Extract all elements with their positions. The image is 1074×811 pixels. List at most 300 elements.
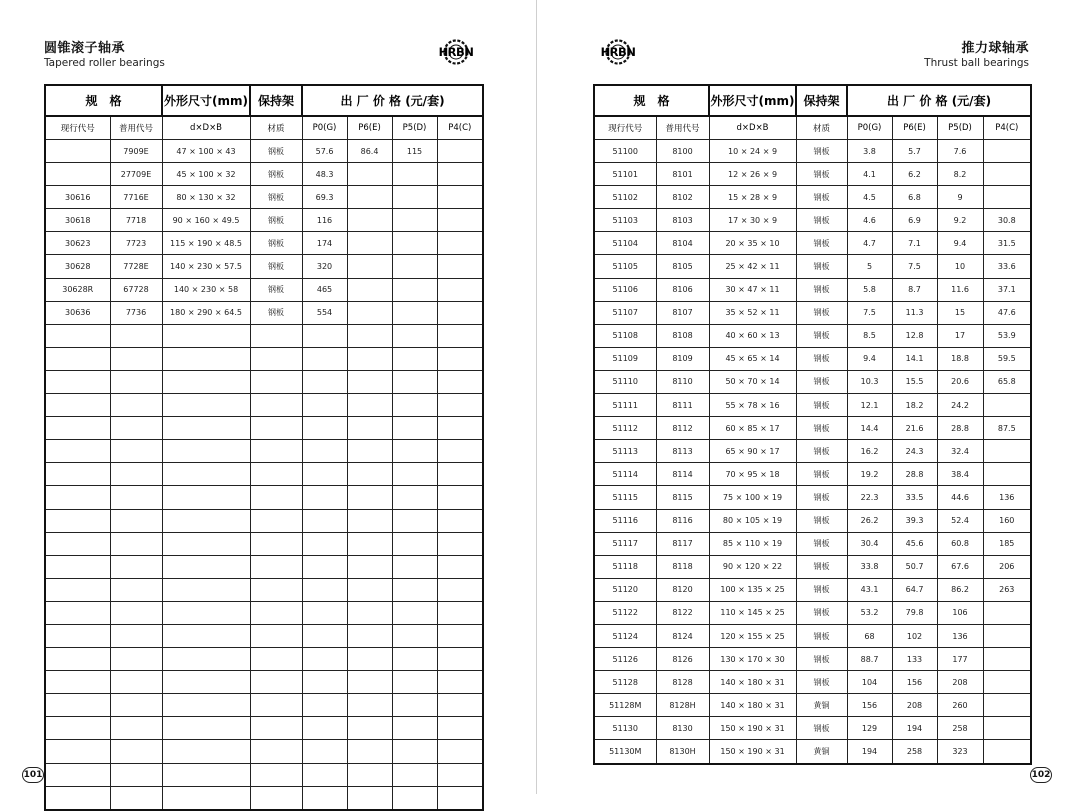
page-title-cn: 推力球轴承: [961, 41, 1029, 56]
table-cell: 25 × 42 × 11: [709, 255, 796, 278]
table-cell: [45, 440, 110, 463]
table-cell: [250, 347, 302, 370]
table-cell: [302, 624, 347, 647]
table-cell: [45, 509, 110, 532]
table-row: [45, 624, 483, 647]
table-cell: 18.2: [892, 394, 937, 417]
table-cell: [110, 463, 162, 486]
table-cell: 51111: [594, 394, 656, 417]
table-cell: 28.8: [892, 463, 937, 486]
table-cell: 33.8: [847, 555, 892, 578]
table-cell: 133: [892, 648, 937, 671]
table-cell: 150 × 190 × 31: [709, 740, 796, 764]
table-cell: [250, 624, 302, 647]
header-dims: 外形尺寸(mm): [709, 85, 796, 116]
header-dims: 外形尺寸(mm): [162, 85, 250, 116]
table-cell: 43.1: [847, 578, 892, 601]
table-cell: [347, 717, 392, 740]
table-cell: 钢板: [796, 370, 847, 393]
table-cell: 8115: [656, 486, 709, 509]
table-cell: 263: [983, 578, 1031, 601]
table-cell: [392, 463, 437, 486]
table-cell: 69.3: [302, 186, 347, 209]
table-row: [45, 763, 483, 786]
table-cell: [250, 394, 302, 417]
table-row: [594, 186, 1031, 209]
table-cell: [392, 232, 437, 255]
table-row: [594, 301, 1031, 324]
table-cell: 14.4: [847, 417, 892, 440]
table-cell: 钢板: [796, 232, 847, 255]
table-cell: [162, 648, 250, 671]
table-row: [594, 578, 1031, 601]
table-cell: [347, 578, 392, 601]
table-cell: 51109: [594, 347, 656, 370]
table-cell: 67728: [110, 278, 162, 301]
table-cell: 28.8: [937, 417, 983, 440]
table-cell: 86.4: [347, 140, 392, 163]
table-cell: 90 × 120 × 22: [709, 555, 796, 578]
table-cell: [437, 763, 483, 786]
table-cell: [162, 694, 250, 717]
table-cell: [162, 763, 250, 786]
table-row: [45, 163, 483, 186]
table-cell: 37.1: [983, 278, 1031, 301]
table-cell: 51130: [594, 717, 656, 740]
table-cell: [45, 763, 110, 786]
table-cell: [392, 532, 437, 555]
table-row: [594, 717, 1031, 740]
table-row: [594, 509, 1031, 532]
table-cell: 85 × 110 × 19: [709, 532, 796, 555]
table-cell: [392, 601, 437, 624]
table-cell: [983, 624, 1031, 647]
table-cell: [437, 324, 483, 347]
table-row: [45, 740, 483, 763]
table-cell: 30.8: [983, 209, 1031, 232]
table-cell: 80 × 130 × 32: [162, 186, 250, 209]
table-cell: 9.2: [937, 209, 983, 232]
table-cell: 10.3: [847, 370, 892, 393]
page-title-en: Thrust ball bearings: [924, 57, 1029, 69]
table-row: [45, 140, 483, 163]
table-cell: 52.4: [937, 509, 983, 532]
table-cell: 8112: [656, 417, 709, 440]
table-row: [594, 347, 1031, 370]
table-cell: [392, 555, 437, 578]
table-cell: [392, 440, 437, 463]
table-cell: 钢板: [796, 417, 847, 440]
table-cell: [983, 140, 1031, 163]
table-cell: 钢板: [796, 440, 847, 463]
table-cell: 钢板: [250, 163, 302, 186]
table-cell: [162, 578, 250, 601]
table-cell: [162, 624, 250, 647]
table-row: [45, 301, 483, 324]
table-cell: 30623: [45, 232, 110, 255]
table-row: [45, 440, 483, 463]
table-cell: 15: [937, 301, 983, 324]
table-cell: 51100: [594, 140, 656, 163]
table-cell: [347, 394, 392, 417]
table-cell: 50.7: [892, 555, 937, 578]
table-cell: [347, 370, 392, 393]
table-cell: [437, 648, 483, 671]
table-cell: 10: [937, 255, 983, 278]
table-cell: 8114: [656, 463, 709, 486]
table-cell: [250, 486, 302, 509]
table-cell: 38.4: [937, 463, 983, 486]
table-cell: 120 × 155 × 25: [709, 624, 796, 647]
table-cell: 钢板: [796, 255, 847, 278]
table-cell: 86.2: [937, 578, 983, 601]
table-cell: [347, 532, 392, 555]
table-cell: [45, 601, 110, 624]
table-cell: 8124: [656, 624, 709, 647]
table-cell: 51114: [594, 463, 656, 486]
table-cell: 8117: [656, 532, 709, 555]
table-cell: [162, 417, 250, 440]
table-cell: [392, 163, 437, 186]
table-cell: 75 × 100 × 19: [709, 486, 796, 509]
table-cell: 160: [983, 509, 1031, 532]
table-row: [45, 601, 483, 624]
table-cell: 钢板: [250, 255, 302, 278]
table-cell: 323: [937, 740, 983, 764]
table-row: [594, 140, 1031, 163]
table-cell: [250, 463, 302, 486]
table-cell: 6.9: [892, 209, 937, 232]
table-cell: [162, 394, 250, 417]
subheader-row: [45, 116, 483, 140]
table-cell: [302, 671, 347, 694]
table-cell: [45, 347, 110, 370]
table-cell: 32.4: [937, 440, 983, 463]
table-cell: 19.2: [847, 463, 892, 486]
table-cell: [302, 786, 347, 810]
table-cell: 钢板: [250, 140, 302, 163]
table-cell: 50 × 70 × 14: [709, 370, 796, 393]
table-cell: [392, 763, 437, 786]
table-cell: 64.7: [892, 578, 937, 601]
table-cell: [392, 717, 437, 740]
table-row: [45, 186, 483, 209]
table-cell: 8126: [656, 648, 709, 671]
table-cell: 钢板: [250, 186, 302, 209]
table-row: [45, 347, 483, 370]
table-cell: [162, 347, 250, 370]
table-cell: [347, 347, 392, 370]
table-cell: 27709E: [110, 163, 162, 186]
price-table-thrust: [593, 84, 1032, 765]
table-cell: [347, 601, 392, 624]
table-cell: [302, 324, 347, 347]
table-cell: [437, 532, 483, 555]
table-cell: [45, 417, 110, 440]
table-cell: 51103: [594, 209, 656, 232]
table-cell: 钢板: [796, 717, 847, 740]
table-cell: 4.1: [847, 163, 892, 186]
table-row: [45, 532, 483, 555]
table-row: [594, 440, 1031, 463]
table-cell: [392, 486, 437, 509]
table-cell: 21.6: [892, 417, 937, 440]
table-cell: [250, 694, 302, 717]
table-cell: 钢板: [250, 232, 302, 255]
table-cell: [302, 509, 347, 532]
table-cell: 30636: [45, 301, 110, 324]
table-cell: [45, 394, 110, 417]
table-cell: 12.1: [847, 394, 892, 417]
table-cell: [347, 786, 392, 810]
table-cell: 9.4: [937, 232, 983, 255]
table-cell: [250, 555, 302, 578]
table-cell: [110, 347, 162, 370]
table-cell: [250, 601, 302, 624]
table-cell: 8130: [656, 717, 709, 740]
table-cell: [437, 163, 483, 186]
table-row: [594, 278, 1031, 301]
column-header: P0(G): [302, 116, 347, 140]
table-row: [594, 370, 1031, 393]
table-cell: [437, 486, 483, 509]
table-cell: 26.2: [847, 509, 892, 532]
table-cell: 17 × 30 × 9: [709, 209, 796, 232]
table-row: [594, 624, 1031, 647]
page-title-en: Tapered roller bearings: [44, 57, 165, 69]
table-cell: 7.5: [892, 255, 937, 278]
table-cell: [983, 694, 1031, 717]
table-cell: [250, 370, 302, 393]
table-cell: [110, 694, 162, 717]
table-cell: 4.6: [847, 209, 892, 232]
header-price: 出 厂 价 格 (元/套): [847, 85, 1031, 116]
table-cell: [437, 347, 483, 370]
table-cell: [110, 648, 162, 671]
table-cell: [392, 278, 437, 301]
table-cell: 115: [392, 140, 437, 163]
table-cell: [347, 509, 392, 532]
table-cell: [392, 324, 437, 347]
table-cell: [162, 601, 250, 624]
table-cell: 钢板: [796, 624, 847, 647]
table-cell: 57.6: [302, 140, 347, 163]
table-cell: [302, 578, 347, 601]
table-cell: 8113: [656, 440, 709, 463]
table-cell: [347, 440, 392, 463]
table-cell: [302, 648, 347, 671]
table-cell: 51115: [594, 486, 656, 509]
table-cell: 258: [937, 717, 983, 740]
table-cell: 钢板: [250, 209, 302, 232]
table-cell: 51101: [594, 163, 656, 186]
table-row: [45, 209, 483, 232]
table-cell: 51128: [594, 671, 656, 694]
table-cell: 12.8: [892, 324, 937, 347]
table-cell: 8103: [656, 209, 709, 232]
table-cell: 48.3: [302, 163, 347, 186]
table-cell: 4.7: [847, 232, 892, 255]
table-cell: [110, 394, 162, 417]
table-cell: [110, 486, 162, 509]
table-cell: [110, 763, 162, 786]
table-row: [594, 163, 1031, 186]
table-cell: [250, 509, 302, 532]
table-cell: [110, 624, 162, 647]
table-cell: 208: [892, 694, 937, 717]
table-cell: [983, 394, 1031, 417]
table-cell: 5: [847, 255, 892, 278]
table-cell: [437, 255, 483, 278]
table-cell: [302, 347, 347, 370]
table-cell: [162, 555, 250, 578]
table-cell: 5.8: [847, 278, 892, 301]
table-cell: [392, 578, 437, 601]
table-cell: 140 × 230 × 57.5: [162, 255, 250, 278]
table-cell: 51106: [594, 278, 656, 301]
table-cell: [45, 740, 110, 763]
table-cell: 44.6: [937, 486, 983, 509]
table-cell: 59.5: [983, 347, 1031, 370]
table-cell: [250, 648, 302, 671]
table-cell: [392, 509, 437, 532]
table-cell: [347, 209, 392, 232]
table-cell: 51126: [594, 648, 656, 671]
table-cell: 51113: [594, 440, 656, 463]
table-cell: [392, 417, 437, 440]
table-cell: 8118: [656, 555, 709, 578]
table-cell: 15.5: [892, 370, 937, 393]
table-cell: 钢板: [796, 163, 847, 186]
table-row: [45, 717, 483, 740]
table-cell: [347, 255, 392, 278]
table-row: [594, 648, 1031, 671]
table-cell: 7.6: [937, 140, 983, 163]
table-row: [594, 255, 1031, 278]
table-cell: [162, 532, 250, 555]
table-cell: 180 × 290 × 64.5: [162, 301, 250, 324]
table-cell: 30628R: [45, 278, 110, 301]
table-cell: [110, 717, 162, 740]
table-cell: 钢板: [796, 648, 847, 671]
table-cell: [45, 463, 110, 486]
table-cell: 51130M: [594, 740, 656, 764]
table-cell: 8110: [656, 370, 709, 393]
table-cell: [162, 509, 250, 532]
table-cell: 钢板: [250, 278, 302, 301]
table-cell: [45, 486, 110, 509]
table-cell: 51122: [594, 601, 656, 624]
right-page: [537, 0, 1074, 794]
table-cell: 30628: [45, 255, 110, 278]
table-cell: [347, 648, 392, 671]
table-cell: 51116: [594, 509, 656, 532]
table-cell: 8109: [656, 347, 709, 370]
table-row: [594, 324, 1031, 347]
table-cell: 65 × 90 × 17: [709, 440, 796, 463]
table-cell: 7736: [110, 301, 162, 324]
hrbn-logo-icon: [593, 38, 643, 66]
table-cell: [45, 648, 110, 671]
header-spec: 规 格: [45, 85, 162, 116]
table-cell: [45, 671, 110, 694]
table-cell: [347, 186, 392, 209]
table-cell: 47 × 100 × 43: [162, 140, 250, 163]
table-cell: 8122: [656, 601, 709, 624]
table-row: [594, 671, 1031, 694]
table-cell: [437, 417, 483, 440]
table-cell: 100 × 135 × 25: [709, 578, 796, 601]
table-cell: 钢板: [796, 209, 847, 232]
table-cell: [250, 671, 302, 694]
table-cell: [162, 463, 250, 486]
table-cell: 钢板: [796, 186, 847, 209]
table-cell: [45, 324, 110, 347]
table-cell: 9.4: [847, 347, 892, 370]
table-cell: 39.3: [892, 509, 937, 532]
page-title-cn: 圆锥滚子轴承: [44, 41, 126, 56]
table-cell: [347, 671, 392, 694]
column-header: 普用代号: [110, 116, 162, 140]
table-cell: 104: [847, 671, 892, 694]
table-cell: [983, 463, 1031, 486]
table-cell: [392, 347, 437, 370]
table-cell: 8101: [656, 163, 709, 186]
table-cell: [347, 163, 392, 186]
table-cell: 30 × 47 × 11: [709, 278, 796, 301]
table-cell: 8130H: [656, 740, 709, 764]
table-cell: 40 × 60 × 13: [709, 324, 796, 347]
table-cell: [110, 578, 162, 601]
table-cell: 24.3: [892, 440, 937, 463]
table-cell: [250, 417, 302, 440]
header-price: 出 厂 价 格 (元/套): [302, 85, 483, 116]
table-cell: [392, 186, 437, 209]
column-header: 普用代号: [656, 116, 709, 140]
table-cell: 60.8: [937, 532, 983, 555]
table-cell: 7718: [110, 209, 162, 232]
table-row: [45, 370, 483, 393]
table-cell: 8107: [656, 301, 709, 324]
table-cell: 80 × 105 × 19: [709, 509, 796, 532]
table-cell: [347, 624, 392, 647]
table-cell: 140 × 230 × 58: [162, 278, 250, 301]
table-cell: [250, 717, 302, 740]
table-cell: [347, 417, 392, 440]
table-cell: 8.7: [892, 278, 937, 301]
table-row: [45, 555, 483, 578]
table-cell: [983, 717, 1031, 740]
table-cell: 115 × 190 × 48.5: [162, 232, 250, 255]
table-cell: [162, 740, 250, 763]
table-cell: [45, 163, 110, 186]
table-cell: [162, 717, 250, 740]
table-cell: 钢板: [796, 301, 847, 324]
column-header: P4(C): [437, 116, 483, 140]
table-cell: 钢板: [796, 140, 847, 163]
table-cell: 87.5: [983, 417, 1031, 440]
table-cell: [437, 786, 483, 810]
table-cell: [250, 786, 302, 810]
table-cell: 45 × 65 × 14: [709, 347, 796, 370]
table-cell: 8104: [656, 232, 709, 255]
table-cell: [983, 648, 1031, 671]
table-row: [594, 532, 1031, 555]
table-cell: 194: [892, 717, 937, 740]
table-cell: 8106: [656, 278, 709, 301]
table-cell: 30618: [45, 209, 110, 232]
table-cell: [437, 601, 483, 624]
